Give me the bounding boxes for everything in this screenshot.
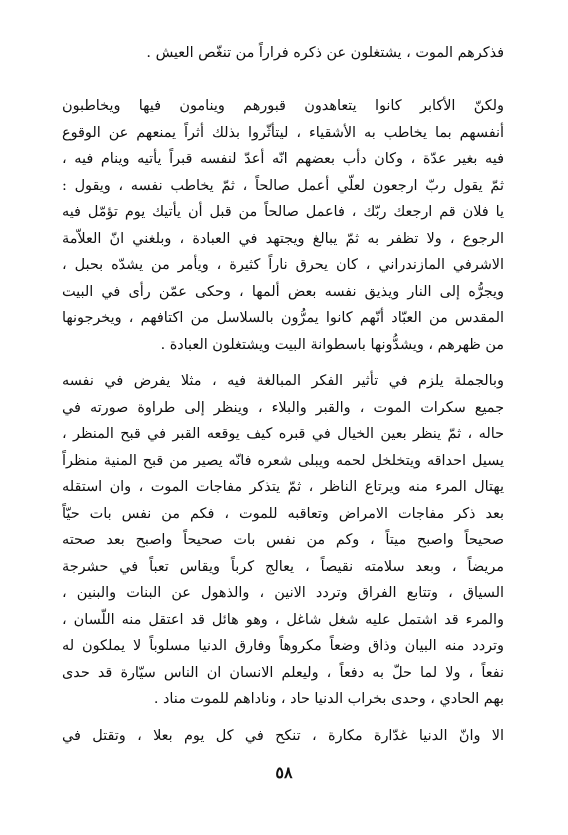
paragraph-4: [62, 723, 504, 750]
text-line: وبالجملة يلزم في تأثير الفكر المبالغة فيه ، مثلا يفرض في نفسه: [62, 373, 504, 389]
text-line: فذكرهم الموت ، يشتغلون عن ذكره فراراً من تنغّص العيش .: [146, 45, 504, 61]
text-line: بعد ذكر مفاجات الامراض وتعاقبه للموت ، فكم من نفس بات حيّاً: [62, 505, 504, 522]
text-line: فيه بغير عدّة ، وكان دأب بعضهم انّه أعدّ لنفسه قبراً يأتيه وينام فيه ،: [62, 151, 504, 167]
text-line: مريضاً ، وبعد سلامته نقيصاً ، يعالج كرباً ويقاس تعباً في حشرجة: [62, 558, 504, 575]
text-line: والمرء قد اشتمل عليه شغل شاغل ، وهو هائل قد اعتقل منه اللّسان ،: [62, 611, 504, 628]
text-line: جميع سكرات الموت ، والقبر والبلاء ، وينظر إلى طراوة صورته في: [62, 399, 504, 416]
text-line: ثمّ يقول ربّ ارجعون لعلّي أعمل صالحاً ، ثمّ يخاطب نفسه ، ويقول :: [62, 177, 504, 194]
text-line: الاشرفي المازندراني ، كان يحرق ناراً كثيرة ، ويأمر من يشدّه بحبل ،: [62, 257, 504, 273]
paragraph-3: [62, 368, 504, 713]
text-line: ويجرُّه إلى النار ويذيق نفسه بعض ألمها ، وحكى عمّن رأى في البيت: [62, 283, 504, 300]
text-line: الرجوع ، ولا تظفر به ثمّ يبالغ ويجتهد في العبادة ، وبلغني انّ العلاّمة: [62, 230, 504, 247]
paragraph-2: [62, 93, 504, 358]
paragraph-1: [62, 40, 504, 67]
text-line: ولكنّ الأكابر كانوا يتعاهدون قبورهم وينامون فيها ويخاطبون: [62, 98, 504, 114]
text-line: السياق ، وتتابع الفراق وتردد الانين ، والذهول عن البنات والبنين ،: [62, 585, 504, 601]
text-line: من ظهرهم ، ويشدُّونها باسطوانة البيت ويشتغلون العبادة .: [160, 336, 504, 353]
page-number: ٥٨: [275, 763, 293, 782]
text-line: حاله ، ثمّ ينظر بعين الخيال في قبره كيف يوقعه القبر في قبح المنظر ،: [62, 426, 504, 442]
text-line: صحيحاً واصبح ميتاً ، وكم من نفس بات صحيحاً واصبح بعد صحته: [62, 532, 504, 548]
text-line: يهتال المرء منه ويرتاع الناظر ، ثمّ يتذكر مفاجات الموت ، وان استقله: [62, 479, 504, 495]
text-line: أنفسهم بما يخاطب به الأشقياء ، ليتأثّروا بذلك أثراً يمنعهم عن الوقوع: [62, 124, 504, 141]
text-line: المقدس من العبّاد أنّهم كانوا يمرُّون بالسلاسل من اكتافهم ، ويخرجونها: [62, 310, 504, 326]
text-line: بهم الحادي ، وحدى بخراب الدنيا حاد ، وناداهم للموت مناد .: [153, 691, 504, 707]
text-line: وتردد منه البيان وذاق وضعاً مكروهاً وفارق الدنيا مسلوباً لا يملكون له: [62, 638, 504, 654]
text-line: نفعاً ، ولا لما حلّ به دفعاً ، وليعلم الانسان ان الناس سيّارة قد حدى: [62, 664, 504, 681]
text-line: يا فلان قم ارجعك ربّك ، فاعمل صالحاً من قبل أن يأتيك يوم تؤمّل فيه: [62, 204, 504, 220]
text-line: الا وانّ الدنيا غدّارة مكارة ، تنكح في كل يوم بعلا ، وتقتل في: [62, 728, 504, 744]
text-line: يسيل احداقه ويتخلخل لحمه ويبلى شعره فانّه يصير من قبح المنية منظراً: [62, 452, 504, 469]
